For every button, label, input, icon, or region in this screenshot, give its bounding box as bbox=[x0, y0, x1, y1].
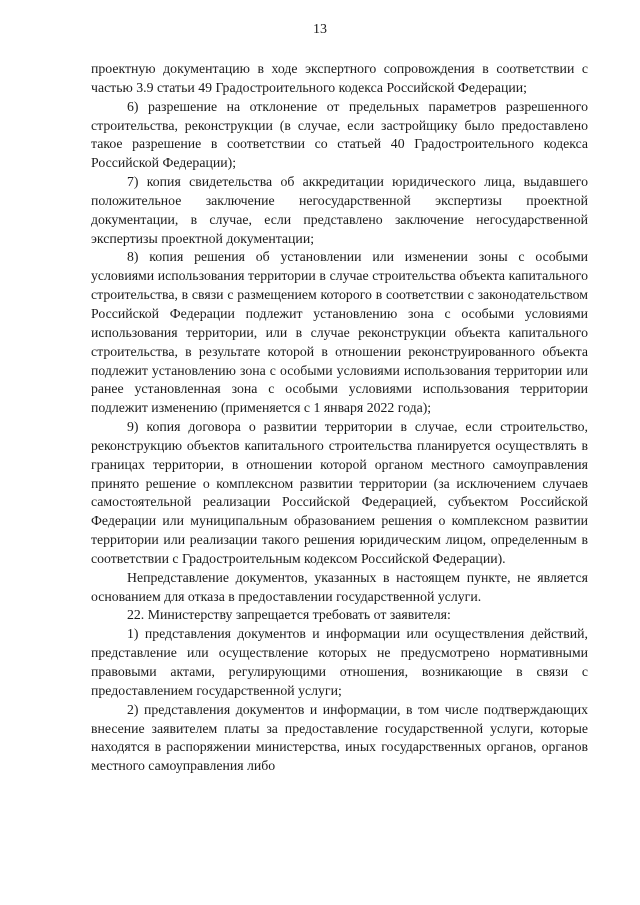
paragraph-item-9: 9) копия договора о развитии территории в случае, если строительство, реконструкцию объектов капитального строительства планируется осуществлять в границах территории, в отношении которой органом местного самоуправления принято решение о комплексном развитии территории (за исключением случаев самостоятельной реализации Российской Федерацией, субъектом Российской Федерации или муниципальным образованием решения о комплексном развитии территории или реализации такого решения юридическим лицом, определенным в соответствии с Градостроительным кодексом Российской Федерации). bbox=[91, 419, 588, 566]
document-body bbox=[91, 60, 588, 776]
paragraph-prohibition-1: 1) представления документов и информации или осуществления действий, представление или осуществление которых не предусмотрено нормативными правовыми актами, регулирующими отношения, возникающие в связи с предоставлением государственной услуги; bbox=[91, 626, 588, 698]
paragraph-section-22: 22. Министерству запрещается требовать от заявителя: bbox=[127, 607, 451, 623]
paragraph-continuation: проектную документацию в ходе экспертного сопровождения в соответствии с частью 3.9 статьи 49 Градостроительного кодекса Российской Федерации; bbox=[91, 61, 588, 95]
page-number: 13 bbox=[313, 22, 327, 37]
paragraph-item-6: 6) разрешение на отклонение от предельных параметров разрешенного строительства, реконструкции (в случае, если застройщику было предоставлено такое разрешение в соответствии со статьей 40 Градостроительного кодекса Российской Федерации); bbox=[91, 98, 588, 171]
paragraph-item-7: 7) копия свидетельства об аккредитации юридического лица, выдавшего положительное заключение негосударственной экспертизы проектной документации, в случае, если представлено заключение негосударственной экспертизы проектной документации; bbox=[91, 174, 588, 246]
paragraph-prohibition-2: 2) представления документов и информации, в том числе подтверждающих внесение заявителем платы за предоставление государственной услуги, которые находятся в распоряжении министерства, иных государственных органов, органов местного самоуправления либо bbox=[91, 701, 588, 774]
paragraph-non-submission: Непредставление документов, указанных в настоящем пункте, не является основанием для отказа в предоставлении государственной услуги. bbox=[91, 569, 588, 604]
paragraph-item-8: 8) копия решения об установлении или изменении зоны с особыми условиями использования территории в случае строительства объекта капитального строительства, в связи с размещением которого в соответствии с законодательством Российской Федерации подлежит установлению зона с особыми условиями использования территории, или в случае реконструкции объекта капитального строительства, в результате которой в отношении реконструированного объекта подлежит установлению зона с особыми условиями использования территории или ранее установленная зона с особыми условиями использования территории подлежит изменению (применяется с 1 января 2022 года); bbox=[91, 249, 588, 416]
